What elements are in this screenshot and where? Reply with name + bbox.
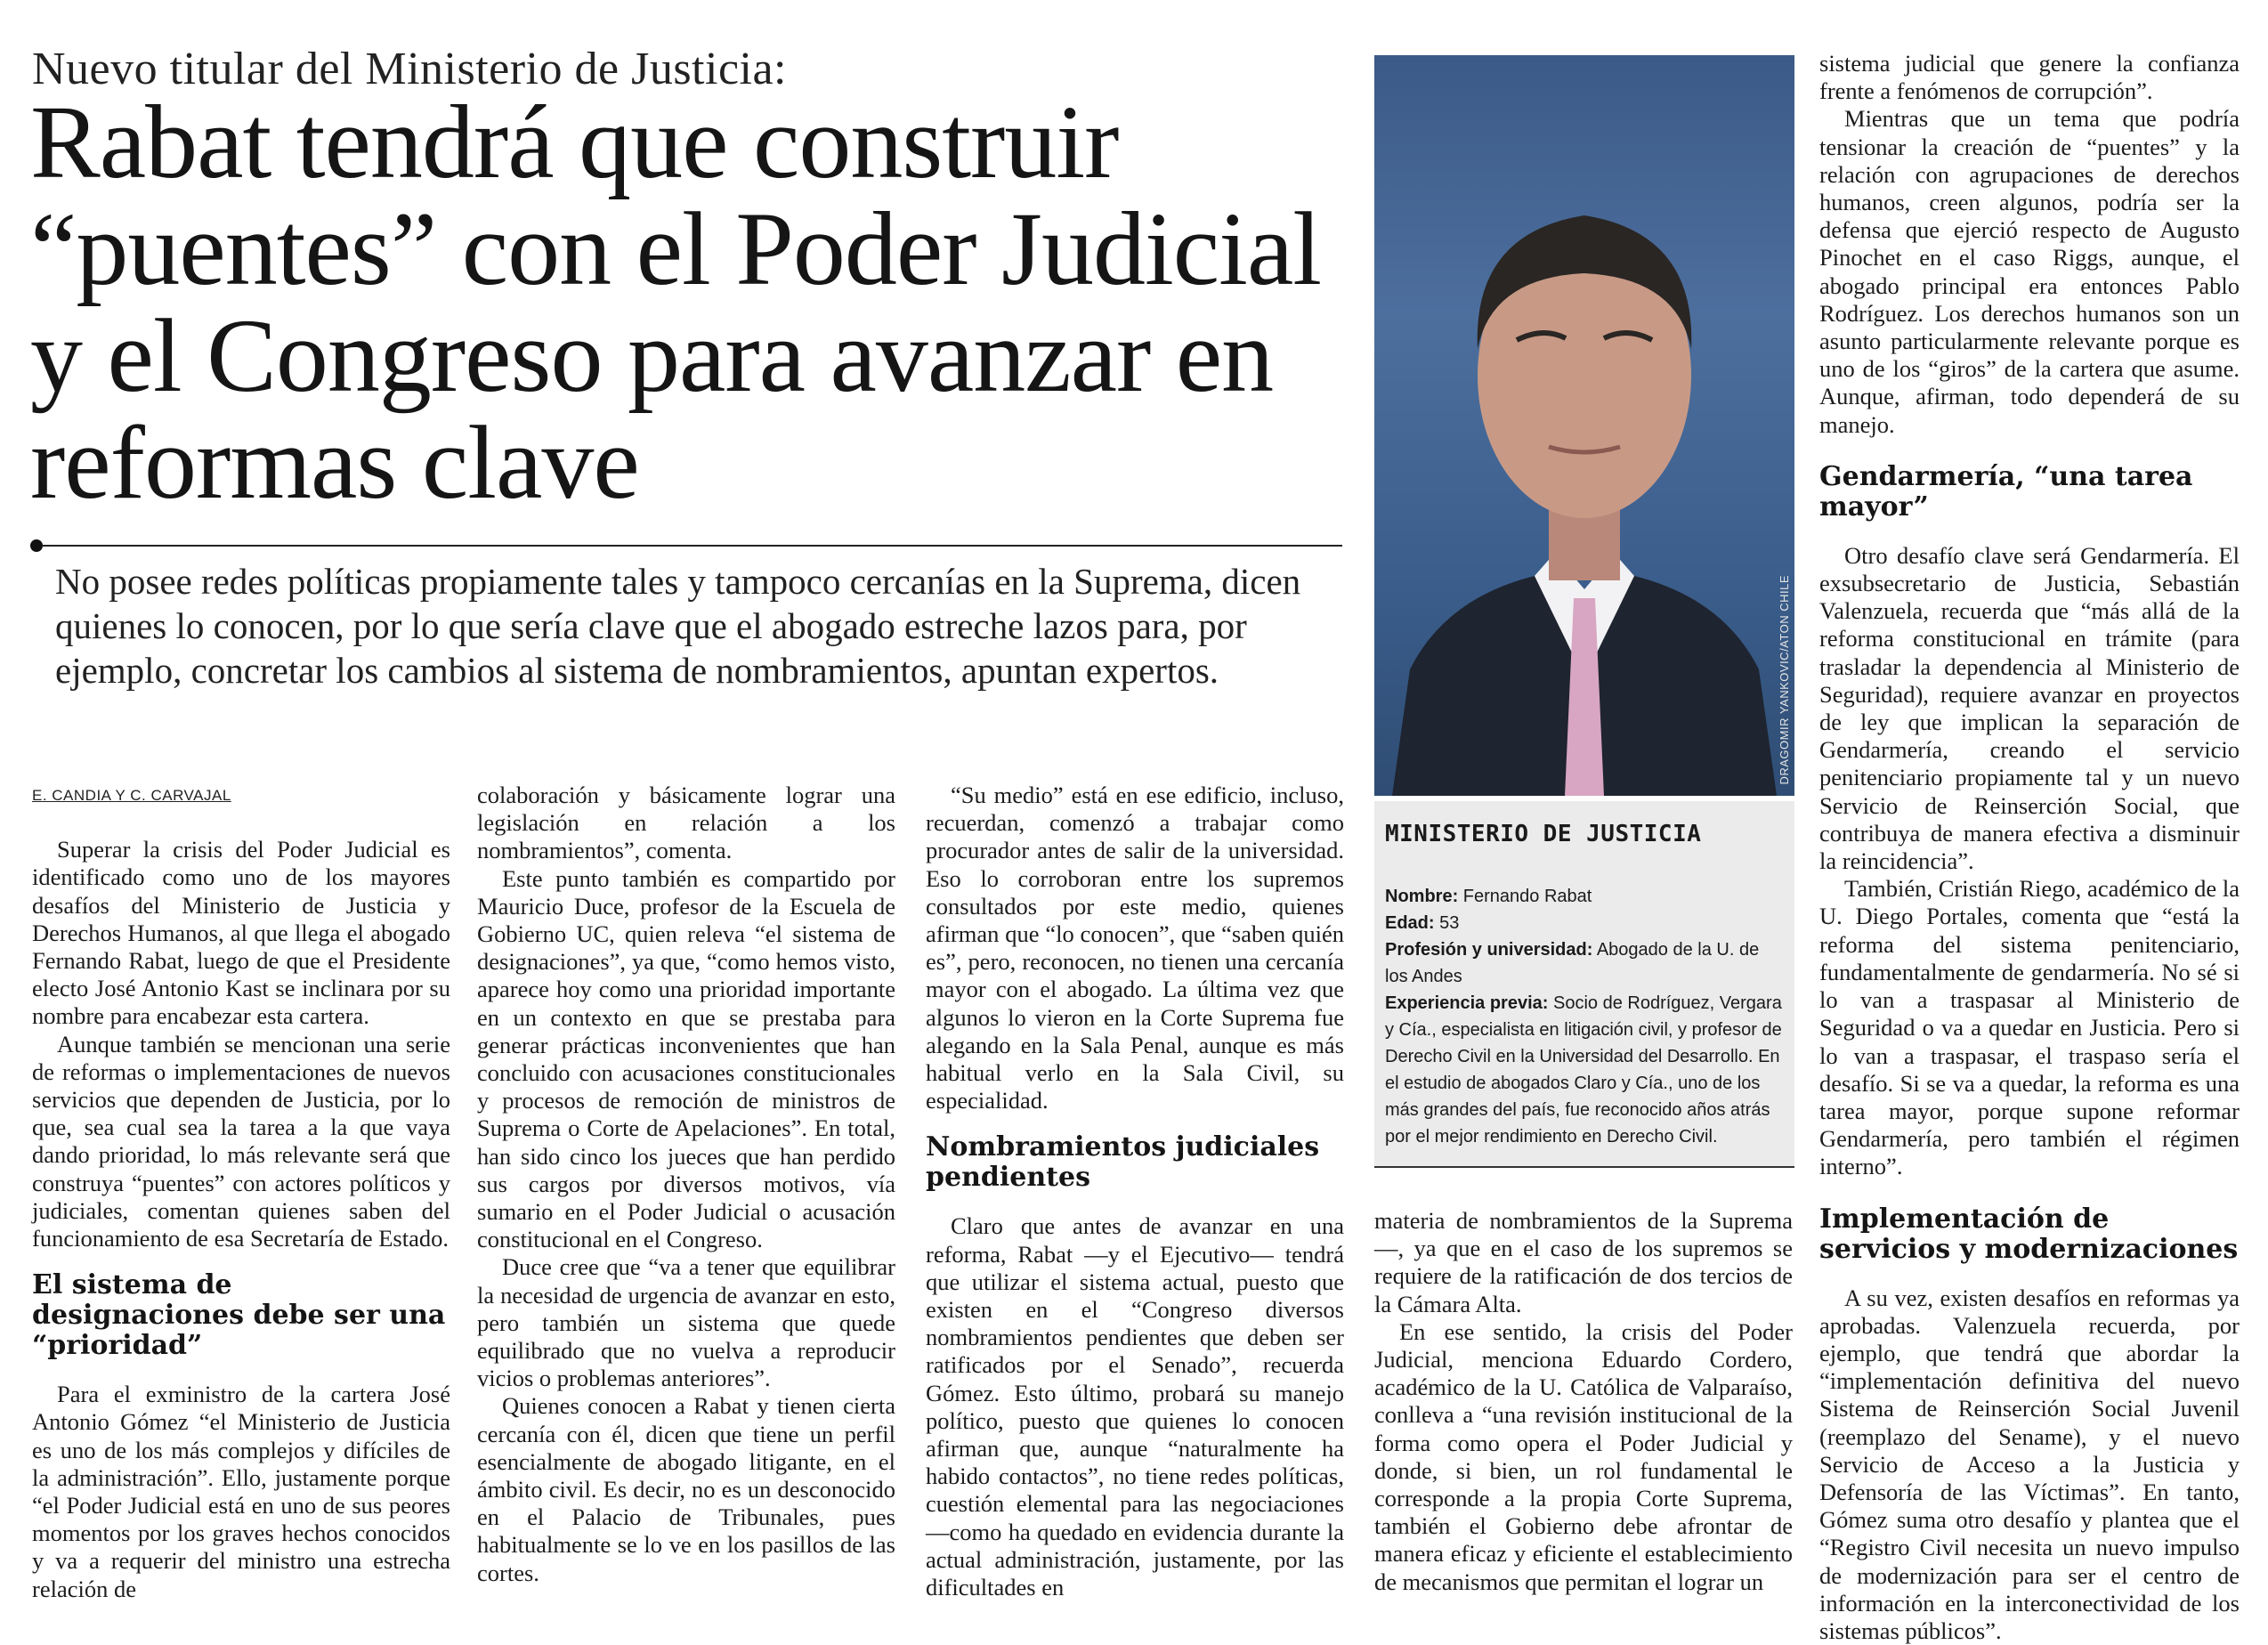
paragraph: sistema judicial que genere la confianza frente a fenómenos de corrupción”. <box>1819 50 2240 105</box>
byline: E. CANDIA Y C. CARVAJAL <box>32 787 231 804</box>
info-box-body <box>1385 883 1784 1150</box>
paragraph: A su vez, existen desafíos en reformas ya aprobadas. Valenzuela recuerda, por ejemplo, que tendrá que abordar la “implementación definitiva del nuevo Sistema de Reinserción Social Juvenil (reemplazo del Sename), y el nuevo Servicio de Acceso a la Justicia y Defensoría de las Víctimas”. En tanto, Gómez suma otro desafío y plantea que el “Registro Civil necesita un nuevo impulso de modernización para ser el centro de información en la interconectividad de los sistemas públicos”. <box>1819 1284 2240 1644</box>
paragraph: Duce cree que “va a tener que equilibrar la necesidad de urgencia de avanzar en esto, pero también un sistema que quede equilibrado que no vuelva a reproducir vicios o problemas anteriores”. <box>477 1253 895 1392</box>
paragraph: Este punto también es compartido por Mauricio Duce, profesor de la Escuela de Gobierno UC, quien releva “el sistema de designaciones”, ya que, “como hemos visto, aparece hoy como una prioridad importante en un contexto en que se prestaba para generar prácticas inconvenientes que han concluido con acusaciones constitucionales y procesos de remoción de ministros de Suprema o Corte de Apelaciones”. En total, han sido cinco los jueces que han perdido sus cargos por diversos motivos, vía sumario en el Poder Judicial o acusación constitucional en el Congreso. <box>477 864 895 1253</box>
kicker: Nuevo titular del Ministerio de Justicia: <box>32 44 788 94</box>
article-column-2 <box>477 782 895 1586</box>
info-nombre: Nombre: Fernando Rabat <box>1385 887 1592 906</box>
info-box <box>1374 801 1794 1168</box>
paragraph: También, Cristián Riego, académico de la U. Diego Portales, comenta que “está la reforma del sistema penitenciario, fundamentalmente de gendarmería. No sé si lo van a traspasar al Ministerio de Seguridad o va a quedar en Justicia. Pero si lo van a traspasar, el traspaso sería el desafío. Si se va a quedar, la reforma es una tarea mayor, porque supone reformar Gendarmería, pero también el régimen interno”. <box>1819 875 2240 1180</box>
subhead: Implementación de servicios y modernizaciones <box>1819 1203 2239 1265</box>
portrait-photo <box>1374 55 1794 796</box>
paragraph: Para el exministro de la cartera José Antonio Gómez “el Ministerio de Justicia es uno de los más complejos y difíciles de la administración”. Ello, justamente porque “el Poder Judicial está en uno de sus peores momentos por los graves hechos conocidos y va a requerir del ministro una estrecha relación de <box>32 1381 450 1602</box>
subhead: Nombramientos judiciales pendientes <box>926 1131 1320 1194</box>
paragraph: Mientras que un tema que podría tensionar la creación de “puentes” y la relación con agrupaciones de derechos humanos, creen algunos, podría ser la defensa que ejerció respecto de Augusto Pinochet en el caso Riggs, aunque, el abogado principal era entonces Pablo Rodríguez. Los derechos humanos son un asunto particularmente relevante porque es uno de los “giros” de la cartera que asume. Aunque, afirman, todo dependerá de su manejo. <box>1819 105 2240 438</box>
paragraph: En ese sentido, la crisis del Poder Judicial, menciona Eduardo Cordero, académico de la U. Católica de Valparaíso, conlleva a “una revisión institucional de la forma como opera el Poder Judicial y donde, si bien, un rol fundamental le corresponde a la propia Corte Suprema, también el Gobierno debe afrontar de manera eficaz y eficiente el establecimiento de mecanismos que permitan el lograr un <box>1374 1317 1793 1595</box>
lead-rule <box>43 545 1342 547</box>
article-column-3 <box>926 782 1344 1601</box>
info-experiencia: Experiencia previa: Socio de Rodríguez, Vergara y Cía., especialista en litigación civil, y profesor de Derecho Civil en la Universidad del Desarrollo. En el estudio de abogados Claro y Cía., uno de los más grandes del país, fue reconocido años atrás por el mejor rendimiento en Derecho Civil. <box>1385 993 1782 1147</box>
lead-paragraph: No posee redes políticas propiamente tales y tampoco cercanías en la Suprema, dicen quienes lo conocen, por lo que sería clave que el abogado estreche lazos para, por ejemplo, concretar los cambios al sistema de nombramientos, apuntan expertos. <box>55 561 1301 691</box>
paragraph: Quienes conocen a Rabat y tienen cierta cercanía con él, dicen que tiene un perfil esencialmente de abogado litigante, en el ámbito civil. Es decir, no es un desconocido en el Palacio de Tribunales, pues habitualmente se lo ve en los pasillos de las cortes. <box>477 1392 895 1586</box>
lead-bullet <box>30 539 43 552</box>
photo-credit: DRAGOMIR YANKOVIC/ATON CHILE <box>1778 575 1791 785</box>
info-edad: Edad: 53 <box>1385 913 1460 933</box>
info-profesion: Profesión y universidad: Abogado de la U. de los Andes <box>1385 940 1760 986</box>
article-column-1 <box>32 782 450 1602</box>
headline: Rabat tendrá que construir “puentes” con el Poder Judicial y el Congreso para avanzar en reformas clave <box>30 84 1322 521</box>
paragraph: Superar la crisis del Poder Judicial es identificado como uno de los mayores desafíos del Ministerio de Justicia y Derechos Humanos, al que llega el abogado Fernando Rabat, luego de que el Presidente electo José Antonio Kast se inclinara por su nombre para encabezar esta cartera. <box>32 836 450 1030</box>
paragraph: Otro desafío clave será Gendarmería. El exsubsecretario de Justicia, Sebastián Valenzuela, recuerda que “más allá de la reforma constitucional en trámite (para trasladar la dependencia al Ministerio de Seguridad), requiere avanzar en proyectos de ley que implican la separación de Gendarmería, creando el servicio penitenciario propiamente tal y un nuevo Servicio de Reinserción Social, que contribuya de manera efectiva a disminuir la reincidencia”. <box>1819 541 2240 875</box>
article-column-5 <box>1819 50 2240 1644</box>
paragraph: colaboración y básicamente lograr una legislación en relación a los nombramientos”, comenta. <box>477 782 895 864</box>
paragraph: materia de nombramientos de la Suprema—, ya que en el caso de los supremos se requiere de la ratificación de dos tercios de la Cámara Alta. <box>1374 1207 1793 1317</box>
paragraph: Aunque también se mencionan una serie de reformas o implementaciones de nuevos servicios que dependen de Justicia, por lo que, sea cual sea la tarea a la que vaya dando prioridad, lo más relevante será que construya “puentes” con actores políticos y judiciales, comentan quienes saben del funcionamiento de esa Secretaría de Estado. <box>32 1030 450 1252</box>
subhead: El sistema de designaciones debe ser una “prioridad” <box>32 1269 446 1362</box>
info-box-title: MINISTERIO DE JUSTICIA <box>1385 821 1702 847</box>
paragraph: Claro que antes de avanzar en una reforma, Rabat —y el Ejecutivo— tendrá que utilizar el sistema actual, puesto que existen en el “Congreso diversos nombramientos pendientes que deben ser ratificados por el Senado”, recuerda Gómez. Esto último, probará su manejo político, puesto que quienes lo conocen afirman que, aunque “naturalmente ha habido contactos”, no tiene redes políticas, cuestión elemental para las negociaciones —como ha quedado en evidencia durante la actual administración, justamente, por las dificultades en <box>926 1212 1344 1601</box>
subhead: Gendarmería, “una tarea mayor” <box>1819 460 2193 523</box>
portrait-illustration <box>1374 55 1794 796</box>
paragraph: “Su medio” está en ese edificio, incluso, recuerdan, comenzó a trabajar como procurador antes de salir de la universidad. Eso lo corroboran entre los supremos consultados por este medio, quienes afirman que “lo conocen”, que “saben quién es”, pero, reconocen, no tienen una cercanía mayor con el abogado. La última vez que algunos lo vieron en la Corte Suprema fue alegando en la Sala Penal, aunque es más habitual verlo en la Sala Civil, su especialidad. <box>926 782 1344 1114</box>
article-column-4 <box>1374 1207 1793 1595</box>
